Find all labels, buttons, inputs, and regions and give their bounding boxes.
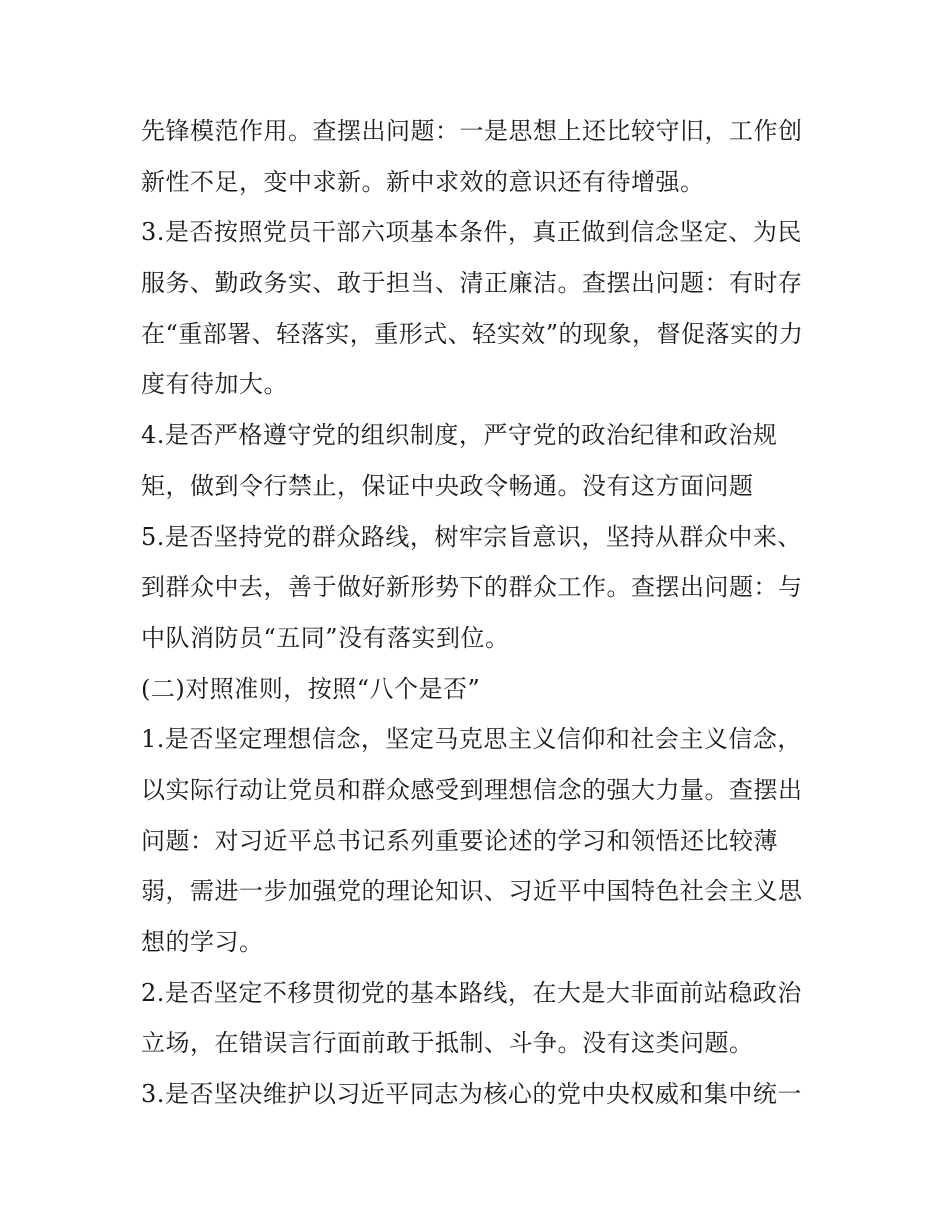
text-line: 度有待加大。	[141, 370, 288, 399]
text-line: 服务、勤政务实、敢于担当、清正廉洁。查摆出问题：有时存	[141, 269, 803, 298]
text-line: 矩，做到令行禁止，保证中央政令畅通。没有这方面问题	[141, 471, 754, 500]
text-line: 想的学习。	[141, 928, 264, 956]
text-line: 3.是否坚决维护以习近平同志为核心的党中央权威和集中统一	[141, 1080, 802, 1109]
text-line: 以实际行动让党员和群众感受到理想信念的强大力量。查摆出	[141, 775, 803, 804]
text-line: 到群众中去，善于做好新形势下的群众工作。查摆出问题：与	[141, 573, 803, 602]
text-line: 1.是否坚定理想信念，坚定马克思主义信仰和社会主义信念，	[141, 725, 802, 754]
text-line: 问题：对习近平总书记系列重要论述的学习和领悟还比较薄	[141, 826, 778, 855]
text-line: 3.是否按照党员干部六项基本条件，真正做到信念坚定、为民	[141, 218, 802, 247]
text-line: 4.是否严格遵守党的组织制度，严守党的政治纪律和政治规	[141, 421, 778, 450]
text-line: 在“重部署、轻落实，重形式、轻实效”的现象，督促落实的力	[141, 319, 804, 348]
text-line: 弱，需进一步加强党的理论知识、习近平中国特色社会主义思	[141, 877, 803, 906]
section-heading: (二)对照准则，按照“八个是否”	[141, 674, 481, 703]
text-line: 5.是否坚持党的群众路线，树牢宗旨意识，坚持从群众中来、	[141, 522, 802, 551]
document-body	[141, 106, 821, 1120]
text-line: 立场，在错误言行面前敢于抵制、斗争。没有这类问题。	[141, 1029, 754, 1058]
text-line: 2.是否坚定不移贯彻党的基本路线，在大是大非面前站稳政治	[141, 978, 802, 1007]
text-line: 先锋模范作用。查摆出问题：一是思想上还比较守旧，工作创	[141, 117, 803, 145]
text-line: 新性不足，变中求新。新中求效的意识还有待增强。	[141, 167, 705, 196]
text-line: 中队消防员“五同”没有落实到位。	[141, 623, 510, 652]
